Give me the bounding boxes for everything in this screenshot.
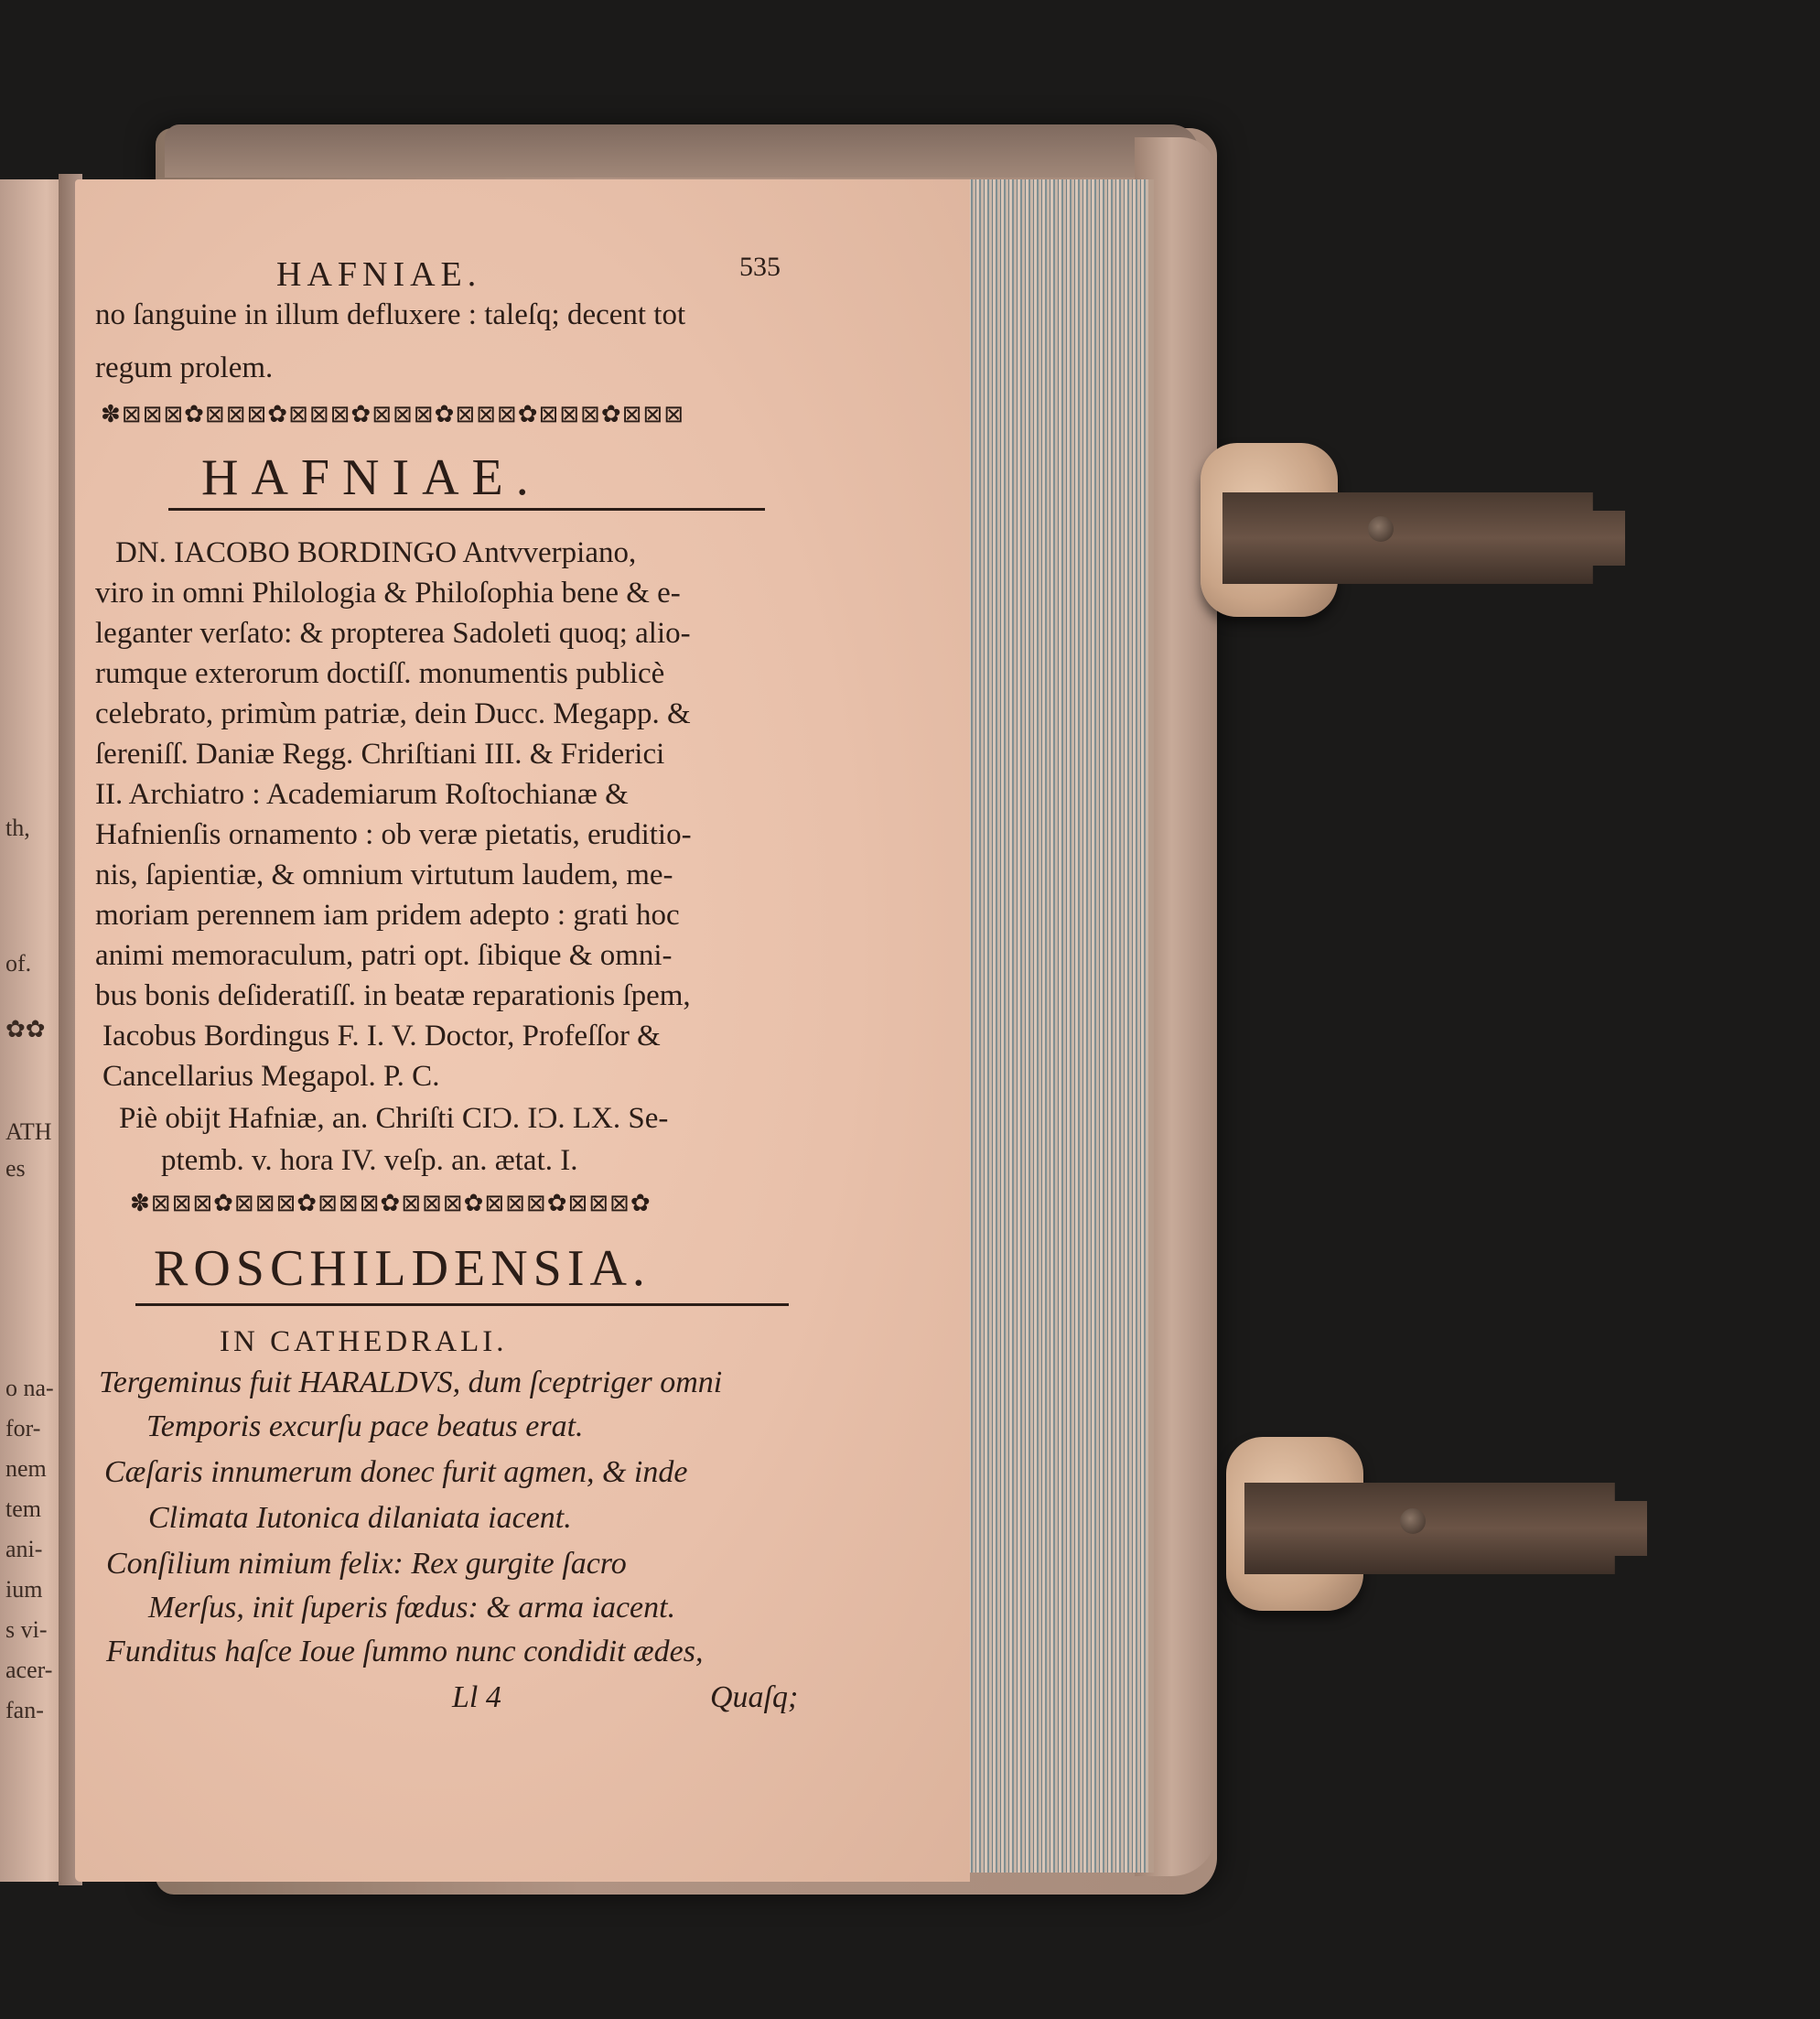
page-number: 535 (739, 252, 781, 282)
clasp-band-bottom (1244, 1483, 1647, 1574)
epitaph-line: Cancellarius Megapol. P. C. (102, 1060, 440, 1093)
left-fragment: nem (5, 1455, 47, 1482)
epitaph-line: viro in omni Philologia & Philoſophia bene & e- (95, 577, 681, 610)
heading-rule (135, 1303, 789, 1306)
section-heading: ROSCHILDENSIA. (154, 1240, 651, 1297)
rivet-icon (1368, 516, 1394, 542)
epitaph-line: bus bonis deſideratiſſ. in beatæ reparationis ſpem, (95, 979, 691, 1012)
left-fragment: ✿✿ (5, 1016, 46, 1042)
left-fragment: fan- (5, 1697, 44, 1723)
epitaph-line: celebrato, primùm patriæ, dein Ducc. Megapp. & (95, 697, 691, 730)
epitaph-line: DN. IACOBO BORDINGO Antvverpiano, (115, 536, 637, 569)
book-top-edge (165, 124, 1199, 178)
verse-line: Tergeminus fuit HARALDVS, dum ſceptriger omni (99, 1366, 723, 1399)
left-fragment: o na- (5, 1375, 54, 1401)
epitaph-line: ſereniſſ. Daniæ Regg. Chriſtiani III. & Friderici (95, 738, 665, 771)
death-note-line: Piè obijt Hafniæ, an. Chriſti CIƆ. IƆ. LX. Se- (119, 1102, 669, 1135)
catchword: Quaſq; (710, 1680, 799, 1714)
page-stack-edge (952, 179, 1154, 1873)
continuation-line: regum prolem. (95, 351, 274, 384)
signature-mark: Ll 4 (452, 1680, 501, 1714)
epitaph-line: rumque exterorum doctiſſ. monumentis publicè (95, 657, 665, 690)
continuation-line: no ſanguine in illum defluxere : taleſq; decent tot (95, 298, 686, 331)
verse-line: Cæſaris innumerum donec furit agmen, & inde (104, 1455, 688, 1489)
verse-line: Merſus, init ſuperis fœdus: & arma iacent. (148, 1591, 676, 1625)
verse-line: Funditus haſce Ioue ſummo nunc condidit ædes, (106, 1635, 704, 1668)
ornament-band: ✽⊠⊠⊠✿⊠⊠⊠✿⊠⊠⊠✿⊠⊠⊠✿⊠⊠⊠✿⊠⊠⊠✿⊠⊠⊠ (101, 401, 684, 428)
heading-rule (168, 508, 765, 511)
left-fragment: es (5, 1155, 26, 1182)
section-heading: HAFNIAE. (201, 449, 542, 506)
epitaph-line: nis, ſapientiæ, & omnium virtutum laudem, me- (95, 858, 673, 891)
left-page (0, 179, 66, 1882)
left-fragment: ATH (5, 1118, 52, 1145)
verse-line: Conſilium nimium felix: Rex gurgite ſacro (106, 1547, 627, 1581)
left-fragment: of. (5, 950, 32, 977)
verse-line: Climata Iutonica dilaniata iacent. (148, 1501, 572, 1535)
left-fragment: for- (5, 1415, 41, 1441)
running-head: HAFNIAE. (276, 255, 482, 294)
left-fragment: s vi- (5, 1616, 48, 1643)
epitaph-line: Iacobus Bordingus F. I. V. Doctor, Profeſſor & (102, 1020, 661, 1053)
epitaph-line: animi memoraculum, patri opt. ſibique & omni- (95, 939, 673, 972)
ornament-band: ✽⊠⊠⊠✿⊠⊠⊠✿⊠⊠⊠✿⊠⊠⊠✿⊠⊠⊠✿⊠⊠⊠✿ (130, 1190, 652, 1217)
epitaph-line: Hafnienſis ornamento : ob veræ pietatis, eruditio- (95, 818, 692, 851)
left-fragment: th, (5, 815, 30, 841)
left-fragment: acer- (5, 1657, 53, 1683)
epitaph-line: leganter verſato: & propterea Sadoleti quoq; alio- (95, 617, 691, 650)
epitaph-line: moriam perennem iam pridem adepto : grati hoc (95, 899, 680, 932)
clasp-band-top (1222, 492, 1625, 584)
subheading: IN CATHEDRALI. (220, 1325, 508, 1358)
verse-line: Temporis excurſu pace beatus erat. (146, 1409, 584, 1443)
left-fragment: ani- (5, 1536, 43, 1562)
epitaph-line: II. Archiatro : Academiarum Roſtochianæ & (95, 778, 629, 811)
left-fragment: ium (5, 1576, 43, 1603)
left-fragment: tem (5, 1495, 41, 1522)
death-note-line: ptemb. v. hora IV. veſp. an. ætat. I. (161, 1144, 578, 1177)
rivet-icon (1400, 1508, 1426, 1534)
